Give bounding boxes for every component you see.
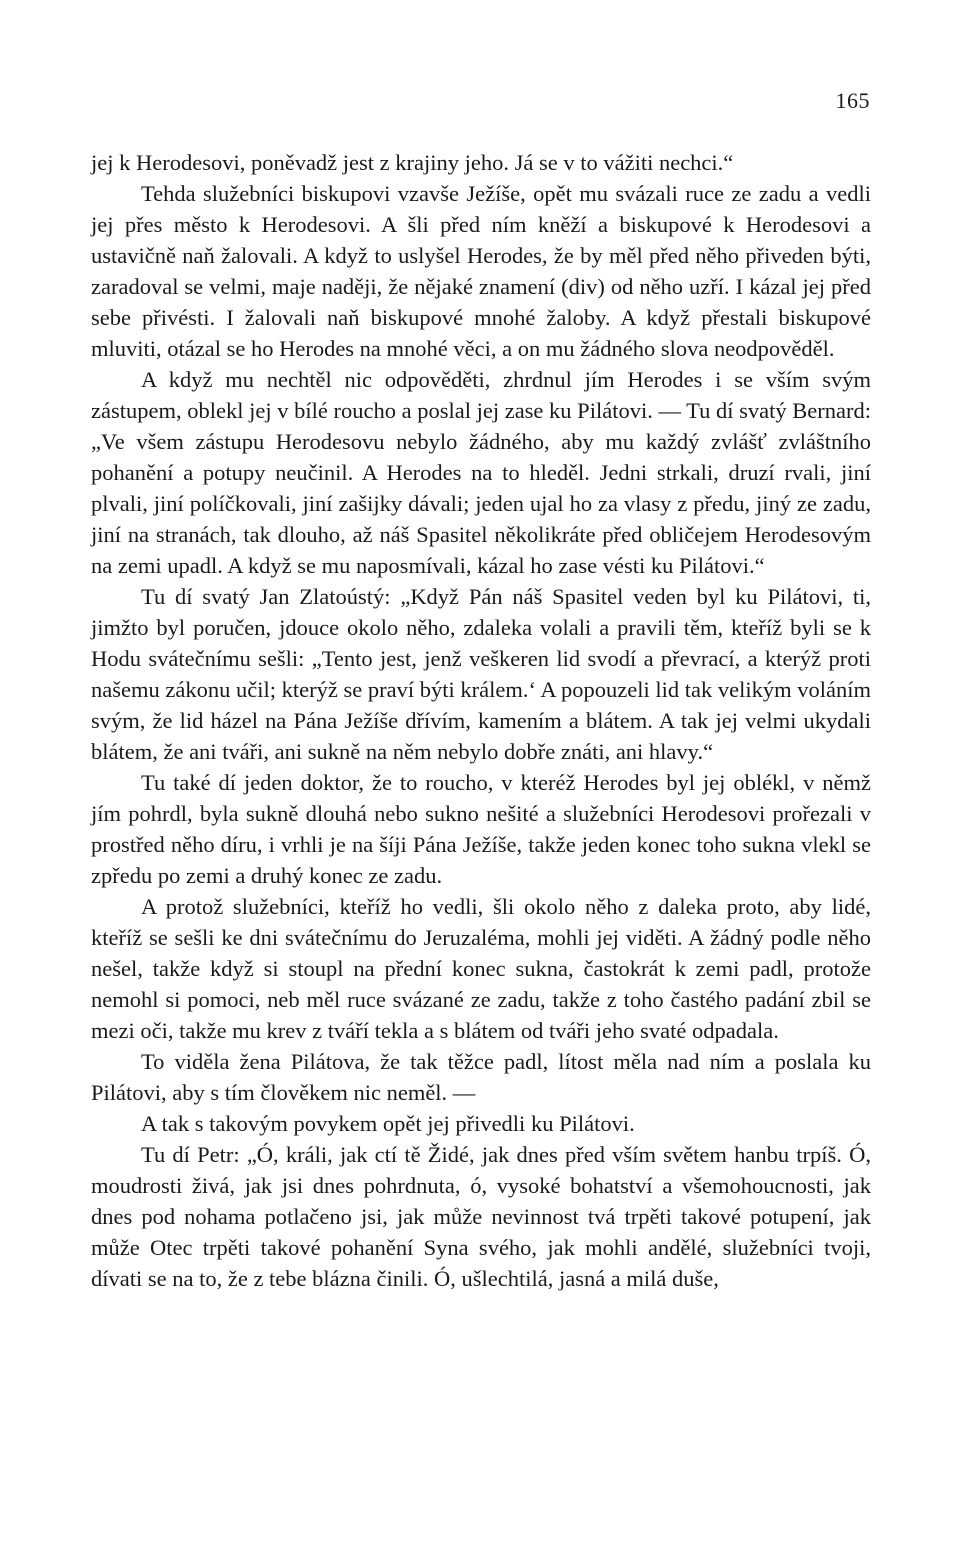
paragraph: A když mu nechtěl nic odpověděti, zhrdnul jím Herodes i se vším svým zástupem, oblekl jej v bílé roucho a poslal jej zase ku Pilátovi. — Tu dí svatý Bernard: „Ve všem zástupu Herodesovu nebylo žádného, aby mu každý zvlášť zvláštního pohanění a potupy neučinil. A Herodes na to hleděl. Jedni strkali, druzí rvali, jiní plvali, jiní políčkovali, jiní zašijky dávali; jeden ujal ho za vlasy z předu, jiný ze zadu, jiní na stranách, tak dlouho, až náš Spasitel několikráte před obličejem Herodesovým na zemi upadl. A když se mu naposmívali, kázal ho zase vésti ku Pilátovi.“ <box>91 367 871 578</box>
body-text <box>91 147 871 1294</box>
paragraph: To viděla žena Pilátova, že tak těžce padl, lítost měla nad ním a poslala ku Pilátovi, aby s tím člověkem nic neměl. — <box>91 1049 871 1105</box>
paragraph: Tu dí Petr: „Ó, králi, jak ctí tě Židé, jak dnes před vším světem hanbu trpíš. Ó, moudrosti živá, jak jsi dnes pohrdnuta, ó, vysoké bohatství a všemohoucnosti, jak dnes pod nohama potlačeno jsi, jak může nevinnost tvá trpěti takové potupení, jak může Otec trpěti takové pohanění Syna svého, jak mohli andělé, služebníci tvoji, dívati se na to, že z tebe blázna činili. Ó, ušlechtilá, jasná a milá duše, <box>91 1142 871 1291</box>
paragraph: jej k Herodesovi, poněvadž jest z krajiny jeho. Já se v to vážiti nechci.“ <box>91 150 734 175</box>
paragraph: Tehda služebníci biskupovi vzavše Ježíše, opět mu svázali ruce ze zadu a vedli jej přes město k Herodesovi. A šli před ním kněží a biskupové k Herodesovi a ustavičně naň žalovali. A když to uslyšel Herodes, že by měl před něho přiveden býti, zaradoval se velmi, maje naději, že nějaké znamení (div) od něho uzří. I kázal jej před sebe přivésti. I žalovali naň biskupové mnohé žaloby. A když přestali biskupové mluviti, otázal se ho Herodes na mnohé věci, a on mu žádného slova neodpověděl. <box>91 181 871 361</box>
page-number: 165 <box>835 88 870 113</box>
paragraph: Tu dí svatý Jan Zlatoústý: „Když Pán náš Spasitel veden byl ku Pilátovi, ti, jimžto byl poručen, jdouce okolo něho, zdaleka volali a pravili těm, kteříž byli se k Hodu svátečnímu sešli: „Tento jest, jenž veškeren lid svodí a převrací, a kterýž proti našemu zákonu učil; kterýž se praví býti králem.‘ A popouzeli lid tak velikým voláním svým, že lid házel na Pána Ježíše dřívím, kamením a blátem. A tak jej velmi ukydali blátem, že ani tváři, ani sukně na něm nebylo dobře znáti, ani hlavy.“ <box>91 584 871 764</box>
paragraph: Tu také dí jeden doktor, že to roucho, v kteréž Herodes byl jej oblékl, v němž jím pohrdl, byla sukně dlouhá nebo sukno nešité a služebníci Herodesovi prořezali v prostřed něho díru, i vrhli je na šíji Pána Ježíše, takže jeden konec toho sukna vlekl se zpředu po zemi a druhý konec ze zadu. <box>91 770 871 888</box>
paragraph: A protož služebníci, kteříž ho vedli, šli okolo něho z daleka proto, aby lidé, kteříž se sešli ke dni svátečnímu do Jeruzaléma, mohli jej viděti. A žádný podle něho nešel, takže když si stoupl na přední konec sukna, častokrát k zemi padl, protože nemohl si pomoci, neb měl ruce svázané ze zadu, takže z toho častého padání zbil se mezi oči, takže mu krev z tváří tekla a s blátem od tváři jeho svaté odpadala. <box>91 894 871 1043</box>
paragraph: A tak s takovým povykem opět jej přivedli ku Pilátovi. <box>141 1111 635 1136</box>
